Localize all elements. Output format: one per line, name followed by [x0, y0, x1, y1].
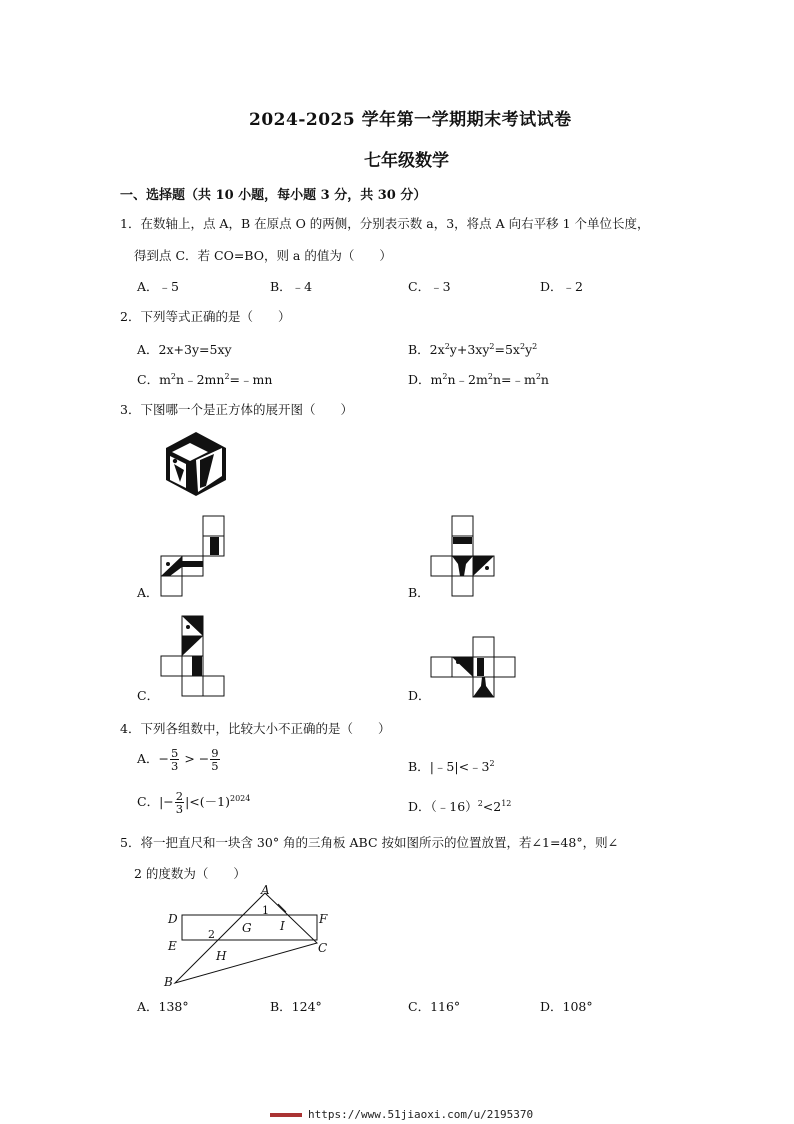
q1-option-b: B．﹣4 — [270, 279, 313, 294]
label-a: A — [261, 883, 270, 897]
cube-figure — [164, 430, 228, 498]
footer-url[interactable]: https://www.51jiaoxi.com/u/2195370 — [308, 1108, 534, 1121]
q5-option-c: C．116° — [408, 999, 461, 1014]
label-f: F — [319, 912, 328, 926]
q2-option-a: A．2x+3y=5xy — [137, 342, 232, 357]
net-option-b — [430, 515, 516, 597]
q1-option-c: C．﹣3 — [408, 279, 451, 294]
q1-line1: 1．在数轴上，点 A，B 在原点 O 的两侧，分别表示数 a，3，将点 A 向右平移 1 个单位长度， — [120, 216, 650, 231]
q5-line1: 5．将一把直尺和一块含 30° 角的三角板 ABC 按如图所示的位置放置，若∠1=48°，则∠ — [120, 835, 619, 850]
angle-1-label: 1 — [262, 904, 269, 917]
q4-option-d: D．$(﹣16)^2<2^{12}$ — [408, 798, 512, 814]
section-heading: 一、选择题（共 10 小题，每小题 3 分，共 30 分） — [120, 188, 427, 203]
label-b: B — [164, 975, 173, 989]
label-c: C — [318, 941, 328, 955]
q4-text: 4．下列各组数中，比较大小不正确的是（ ） — [120, 721, 391, 736]
fraction: $\frac{5}{3}$ — [171, 746, 179, 773]
page-title: 2024-2025 学年第一学期期末考试试卷 — [249, 110, 572, 130]
q4-option-b: B．$|﹣5|<﹣3^2$ — [408, 758, 495, 774]
q5-option-a: A．138° — [137, 999, 189, 1014]
label-h: H — [216, 949, 227, 963]
q3-label-c: C． — [137, 688, 160, 703]
net-option-a — [160, 515, 226, 597]
q3-label-d: D． — [408, 688, 431, 703]
q3-label-a: A． — [137, 585, 159, 600]
q4-option-c: C．|− $\frac{2}{3}$ $|<(-1)^{2024}$ — [137, 789, 251, 816]
footer-watermark — [270, 1108, 533, 1121]
q5-option-b: B．124° — [270, 999, 322, 1014]
q4-option-a: A．− $\frac{5}{3}$ > − $\frac{9}{5}$ — [137, 746, 219, 773]
net-option-d — [430, 636, 516, 700]
fraction: $\frac{2}{3}$ — [175, 789, 184, 816]
q3-label-b: B． — [408, 585, 430, 600]
q2-option-c: C．$m^2n﹣2mn^2=﹣mn$ — [137, 371, 273, 387]
angle-2-label: 2 — [208, 928, 215, 941]
label-e: E — [168, 939, 177, 953]
q2-option-b: B．$2x^2y+3xy^2=5x^2y^2$ — [408, 341, 538, 357]
q1-option-a: A．﹣5 — [137, 279, 179, 294]
label-g: G — [242, 921, 252, 935]
q5-option-d: D．108° — [540, 999, 593, 1014]
net-option-c — [160, 615, 226, 699]
q1-line2: 得到点 C．若 CO=BO，则 a 的值为（ ） — [134, 248, 392, 263]
fraction: $\frac{9}{5}$ — [211, 746, 219, 773]
ruler-triangle-figure — [160, 880, 340, 990]
page-subtitle: 七年级数学 — [364, 151, 449, 171]
q3-text: 3．下图哪一个是正方体的展开图（ ） — [120, 402, 353, 417]
q2-option-d: D．$m^2n﹣2m^2n=﹣m^2n$ — [408, 371, 549, 387]
logo-mark — [270, 1113, 302, 1117]
q5-line2: 2 的度数为（ ） — [134, 866, 246, 881]
q1-option-d: D．﹣2 — [540, 279, 583, 294]
q2-text: 2．下列等式正确的是（ ） — [120, 309, 291, 324]
label-d: D — [168, 912, 178, 926]
label-i: I — [280, 919, 285, 933]
